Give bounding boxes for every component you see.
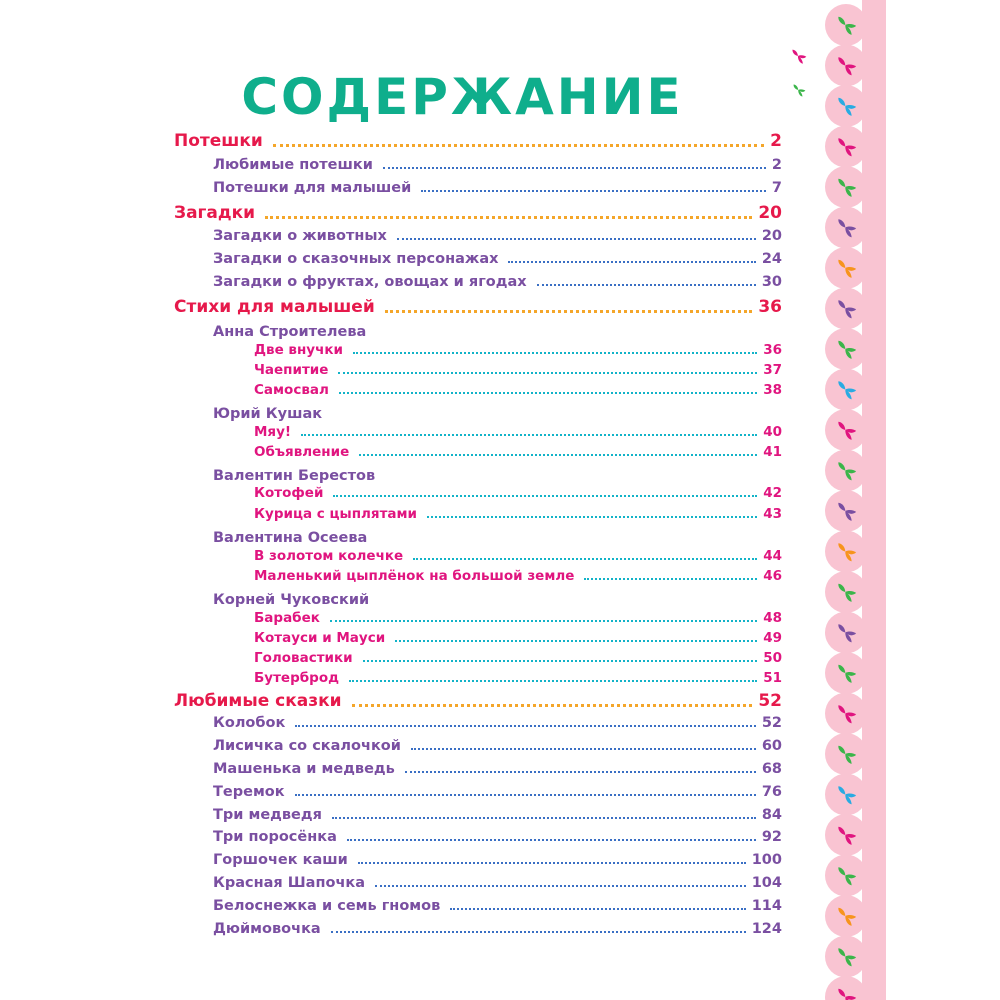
toc-item[interactable]: [213, 898, 782, 914]
dot-leader: [333, 495, 757, 497]
toc-item[interactable]: [254, 670, 782, 686]
toc-page-number: 37: [763, 362, 782, 378]
toc-item[interactable]: [213, 921, 782, 937]
toc-item[interactable]: [213, 715, 782, 731]
dot-leader: [295, 794, 756, 796]
dot-leader: [353, 352, 757, 354]
toc-item[interactable]: [213, 157, 782, 173]
toc-entry-title: Колобок: [213, 715, 286, 731]
toc-page-number: 42: [763, 485, 782, 501]
dot-leader: [363, 660, 758, 662]
toc-entry-title: Барабек: [254, 610, 320, 626]
dot-leader: [273, 144, 764, 147]
toc-entry-title: Любимые сказки: [174, 691, 342, 711]
toc-section[interactable]: [174, 131, 782, 151]
dot-leader: [330, 620, 757, 622]
toc-entry-title: Машенька и медведь: [213, 761, 395, 777]
dot-leader: [397, 238, 756, 240]
toc-entry-title: Загадки: [174, 203, 256, 223]
toc-item[interactable]: [254, 548, 782, 564]
toc-entry-title: Котофей: [254, 485, 324, 501]
toc-entry-title: Стихи для малышей: [174, 297, 375, 317]
toc-page-number: 52: [761, 715, 782, 731]
dot-leader: [359, 454, 757, 456]
toc-entry-title: Загадки о фруктах, овощах и ягодах: [213, 274, 527, 290]
toc-page-number: 49: [763, 630, 782, 646]
toc-entry-title: Мяу!: [254, 424, 292, 440]
toc-page-number: 124: [751, 921, 782, 937]
toc-page-number: 114: [751, 898, 782, 914]
toc-item[interactable]: [254, 610, 782, 626]
toc-page-number: 92: [761, 829, 782, 845]
toc-page-number: 41: [763, 444, 782, 460]
toc-item[interactable]: [213, 829, 782, 845]
toc-entry-title: Белоснежка и семь гномов: [213, 898, 441, 914]
toc-entry-title: Три медведя: [213, 807, 322, 823]
page-title: СОДЕРЖАНИЕ: [241, 68, 684, 126]
toc-entry-title: Загадки о животных: [213, 228, 387, 244]
dot-leader: [405, 771, 756, 773]
toc-item[interactable]: [254, 342, 782, 358]
toc-item[interactable]: [254, 650, 782, 666]
dot-leader: [375, 885, 746, 887]
toc-author[interactable]: [213, 527, 713, 546]
toc-page-number: 7: [771, 180, 782, 196]
toc-item[interactable]: [213, 274, 782, 290]
toc-page-number: 38: [763, 382, 782, 398]
toc-entry-title: Головастики: [254, 650, 353, 666]
toc-page-number: 40: [763, 424, 782, 440]
toc-section[interactable]: [174, 691, 782, 711]
toc-page-number: 50: [763, 650, 782, 666]
dot-leader: [331, 931, 746, 933]
toc-entry-title: Юрий Кушак: [213, 406, 323, 422]
toc-entry-title: Дюймовочка: [213, 921, 321, 937]
toc-page-number: 100: [751, 852, 782, 868]
toc-page-number: 43: [763, 506, 782, 522]
toc-entry-title: Самосвал: [254, 382, 329, 398]
toc-page-number: 44: [763, 548, 782, 564]
dot-leader: [338, 372, 757, 374]
toc-page-number: 48: [763, 610, 782, 626]
toc-item[interactable]: [254, 630, 782, 646]
toc-author[interactable]: [213, 321, 713, 340]
toc-section[interactable]: [174, 297, 782, 317]
toc-page-number: 51: [763, 670, 782, 686]
dot-leader: [349, 680, 757, 682]
toc-item[interactable]: [213, 852, 782, 868]
toc-entry-title: Любимые потешки: [213, 157, 373, 173]
toc-item[interactable]: [254, 444, 782, 460]
toc-item[interactable]: [254, 485, 782, 501]
toc-item[interactable]: [213, 738, 782, 754]
dot-leader: [537, 284, 756, 286]
toc-entry-title: Корней Чуковский: [213, 592, 370, 608]
toc-item[interactable]: [213, 251, 782, 267]
toc-entry-title: Валентин Берестов: [213, 468, 376, 484]
toc-item[interactable]: [254, 568, 782, 584]
toc-page-number: 20: [758, 203, 782, 223]
toc-entry-title: Теремок: [213, 784, 285, 800]
dot-leader: [352, 704, 753, 707]
toc-item[interactable]: [213, 875, 782, 891]
toc-page-number: 52: [758, 691, 782, 711]
dot-leader: [347, 839, 756, 841]
toc-entry-title: Потешки для малышей: [213, 180, 412, 196]
toc-item[interactable]: [254, 382, 782, 398]
dot-leader: [508, 261, 755, 263]
toc-entry-title: В золотом колечке: [254, 548, 404, 564]
dot-leader: [385, 310, 753, 313]
toc-page-number: 24: [761, 251, 782, 267]
toc-entry-title: Котауси и Мауси: [254, 630, 386, 646]
toc-section[interactable]: [174, 203, 782, 223]
toc-entry-title: Лисичка со скалочкой: [213, 738, 401, 754]
toc-page-number: 46: [763, 568, 782, 584]
toc-entry-title: Объявление: [254, 444, 350, 460]
toc-entry-title: Бутерброд: [254, 670, 340, 686]
dot-leader: [295, 725, 755, 727]
toc-entry-title: Чаепитие: [254, 362, 329, 378]
toc-author[interactable]: [213, 403, 713, 422]
toc-page-number: 68: [761, 761, 782, 777]
toc-entry-title: Две внучки: [254, 342, 343, 358]
toc-entry-title: Маленький цыплёнок на большой земле: [254, 568, 575, 584]
toc-page-number: 104: [751, 875, 782, 891]
dot-leader: [383, 167, 766, 169]
dot-leader: [427, 516, 757, 518]
toc-entry-title: Валентина Осеева: [213, 530, 368, 546]
toc-page-number: 84: [761, 807, 782, 823]
toc-entry-title: Курица с цыплятами: [254, 506, 418, 522]
toc-page-number: 76: [761, 784, 782, 800]
dot-leader: [411, 748, 756, 750]
toc-entry-title: Красная Шапочка: [213, 875, 366, 891]
toc-entry-title: Три поросёнка: [213, 829, 337, 845]
dot-leader: [339, 392, 757, 394]
toc-page-number: 2: [771, 157, 782, 173]
toc-entry-title: Загадки о сказочных персонажах: [213, 251, 499, 267]
dot-leader: [301, 434, 757, 436]
toc-page-number: 30: [761, 274, 782, 290]
toc-page-number: 36: [763, 342, 782, 358]
toc-page-number: 36: [758, 297, 782, 317]
toc-item[interactable]: [213, 761, 782, 777]
toc-page-number: 2: [770, 131, 782, 151]
toc-item[interactable]: [213, 807, 782, 823]
toc-author[interactable]: [213, 589, 713, 608]
dot-leader: [332, 817, 756, 819]
toc-item[interactable]: [213, 180, 782, 196]
toc-author[interactable]: [213, 465, 713, 484]
toc-entry-title: Потешки: [174, 131, 263, 151]
dot-leader: [421, 190, 766, 192]
dot-leader: [395, 640, 757, 642]
dot-leader: [413, 558, 757, 560]
toc-item[interactable]: [213, 784, 782, 800]
toc-item[interactable]: [213, 228, 782, 244]
toc-item[interactable]: [254, 424, 782, 440]
toc-item[interactable]: [254, 506, 782, 522]
toc-item[interactable]: [254, 362, 782, 378]
toc-entry-title: Горшочек каши: [213, 852, 348, 868]
dot-leader: [358, 862, 746, 864]
toc-page-number: 20: [761, 228, 782, 244]
dot-leader: [450, 908, 745, 910]
toc-page-number: 60: [761, 738, 782, 754]
dot-leader: [265, 216, 752, 219]
dot-leader: [584, 578, 757, 580]
toc-entry-title: Анна Строителева: [213, 324, 367, 340]
